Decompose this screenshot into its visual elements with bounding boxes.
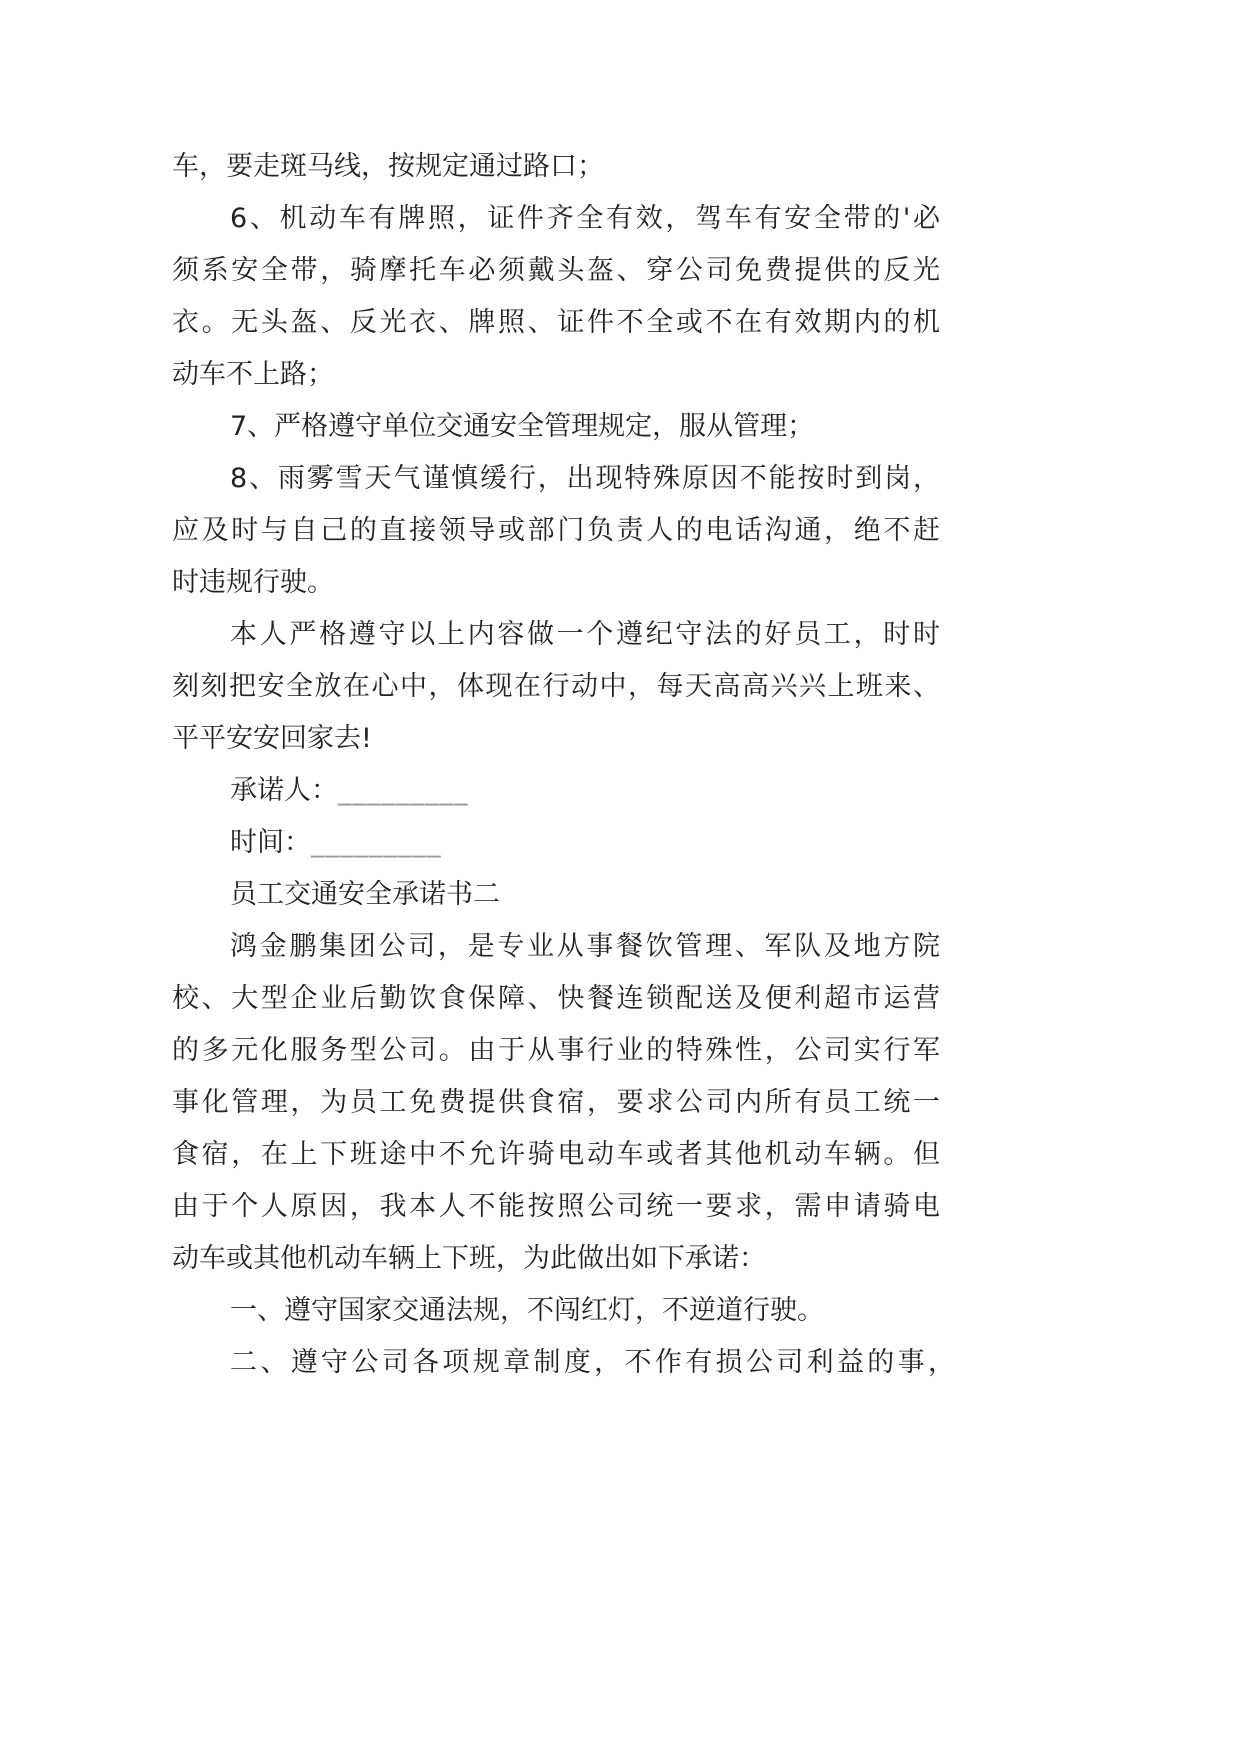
signature-label: 承诺人： (230, 775, 338, 806)
text-line: 车，要走斑马线，按规定通过路口； (172, 151, 604, 182)
date-line (172, 817, 940, 869)
text-line: 平平安安回家去! (172, 723, 372, 754)
document-page (172, 141, 955, 1389)
text-line: 动车或其他机动车辆上下班，为此做出如下承诺： (172, 1243, 766, 1274)
text-line: 须系安全带，骑摩托车必须戴头盔、穿公司免费提供的反光 (172, 255, 940, 286)
text-line: 由于个人原因，我本人不能按照公司统一要求，需申请骑电 (172, 1191, 940, 1222)
text-line: 食宿，在上下班途中不允许骑电动车或者其他机动车辆。但 (172, 1139, 940, 1170)
text-line: 的多元化服务型公司。由于从事行业的特殊性，公司实行军 (172, 1035, 940, 1066)
text-line: 刻刻把安全放在心中，体现在行动中，每天高高兴兴上班来、 (172, 671, 940, 702)
text-line: 二、遵守公司各项规章制度，不作有损公司利益的事， (230, 1347, 955, 1378)
text-line: 7、严格遵守单位交通安全管理规定，服从管理； (230, 411, 815, 442)
text-line: 应及时与自己的直接领导或部门负责人的电话沟通，绝不赶 (172, 515, 940, 546)
signature-blank: _________ (338, 775, 469, 806)
text-line: 6、机动车有牌照，证件齐全有效，驾车有安全带的'必 (230, 203, 940, 234)
text-line: 校、大型企业后勤饮食保障、快餐连锁配送及便利超市运营 (172, 983, 940, 1014)
signature-line (172, 765, 940, 817)
text-line: 鸿金鹏集团公司，是专业从事餐饮管理、军队及地方院 (230, 931, 940, 962)
text-line: 8、雨雾雪天气谨慎缓行，出现特殊原因不能按时到岗， (230, 463, 940, 494)
text-line: 一、遵守国家交通法规，不闯红灯，不逆道行驶。 (230, 1295, 824, 1326)
section-title: 员工交通安全承诺书二 (230, 879, 500, 910)
date-blank: _________ (311, 827, 442, 858)
text-line: 本人严格遵守以上内容做一个遵纪守法的好员工，时时 (230, 619, 940, 650)
text-line: 时违规行驶。 (172, 567, 334, 598)
date-label: 时间： (230, 827, 311, 858)
text-line: 事化管理，为员工免费提供食宿，要求公司内所有员工统一 (172, 1087, 940, 1118)
text-line: 动车不上路； (172, 359, 334, 390)
text-line: 衣。无头盔、反光衣、牌照、证件不全或不在有效期内的机 (172, 307, 940, 338)
